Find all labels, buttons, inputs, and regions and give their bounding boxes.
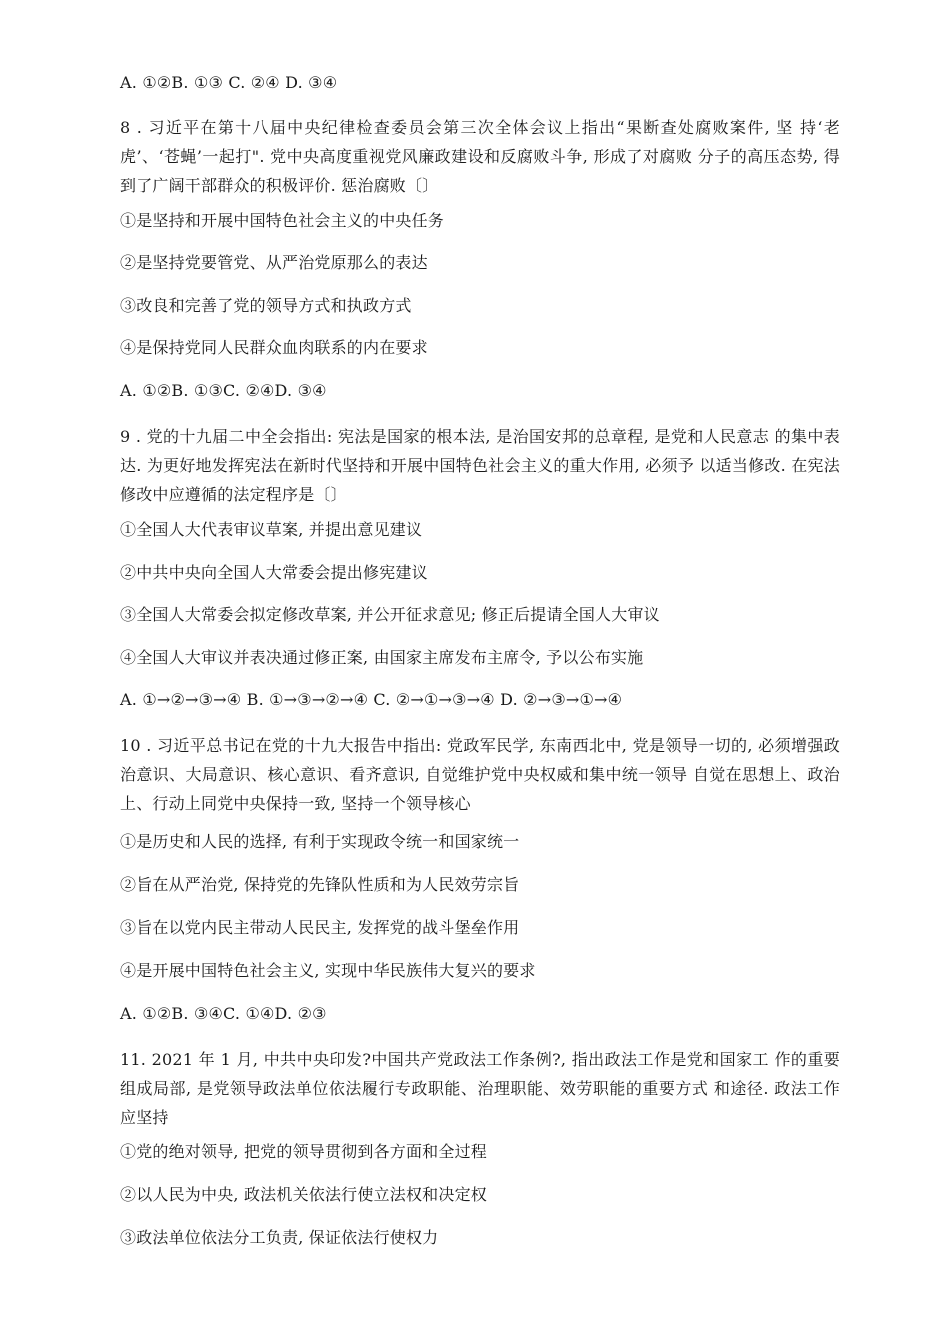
q8-option-4: ④是保持党同人民群众血肉联系的内在要求 — [120, 338, 428, 357]
q10-stem: 10 . 习近平总书记在党的十九大报告中指出: 党政军民学, 东南西北中, 党是领导一切的, 必须增强政治意识、大局意识、核心意识、看齐意识, 自觉维护党中央权威和集中统一领导 自觉在思想上、政治上、行动上同党中央保持一致, 坚持一个领导核心 — [120, 736, 840, 813]
q8-option-2: ②是坚持党要管党、从严治党原那么的表达 — [120, 253, 428, 272]
q8-option-1: ①是坚持和开展中国特色社会主义的中央任务 — [120, 211, 445, 230]
q11-stem: 11. 2021 年 1 月, 中共中央印发?中国共产党政法工作条例?, 指出政法工作是党和国家工 作的重要组成局部, 是党领导政法单位依法履行专政职能、治理职能、效劳职能的重要方式 和途径. 政法工作应坚持 — [120, 1050, 840, 1127]
q9-option-3: ③全国人大常委会拟定修改草案, 并公开征求意见; 修正后提请全国人大审议 — [120, 605, 660, 624]
q10-option-4: ④是开展中国特色社会主义, 实现中华民族伟大复兴的要求 — [120, 961, 536, 980]
q11-option-1: ①党的绝对领导, 把党的领导贯彻到各方面和全过程 — [120, 1142, 487, 1161]
q10-answer-choices: A. ①②B. ③④C. ①④D. ②③ — [120, 1004, 327, 1023]
q9-option-4: ④全国人大审议并表决通过修正案, 由国家主席发布主席令, 予以公布实施 — [120, 648, 644, 667]
q9-option-1: ①全国人大代表审议草案, 并提出意见建议 — [120, 520, 423, 539]
q8-option-3: ③改良和完善了党的领导方式和执政方式 — [120, 296, 412, 315]
q8-answer-choices: A. ①②B. ①③C. ②④D. ③④ — [120, 381, 327, 400]
q10-option-3: ③旨在以党内民主带动人民民主, 发挥党的战斗堡垒作用 — [120, 918, 520, 937]
q11-option-3: ③政法单位依法分工负责, 保证依法行使权力 — [120, 1228, 439, 1247]
q9-answer-choices: A. ①→②→③→④ B. ①→③→②→④ C. ②→①→③→④ D. ②→③→①→④ — [120, 690, 623, 709]
q10-option-1: ①是历史和人民的选择, 有利于实现政令统一和国家统一 — [120, 832, 520, 851]
q7-answer-choices: A. ①②B. ①③ C. ②④ D. ③④ — [120, 73, 338, 92]
q8-stem: 8 . 习近平在第十八届中央纪律检查委员会第三次全体会议上指出“果断查处腐败案件, 坚 持‘老虎’、‘苍蝇’一起打". 党中央高度重视党风廉政建设和反腐败斗争, 形成了对腐败 分子的高压态势, 得到了广阔干部群众的积极评价. 惩治腐败〔〕 — [120, 118, 840, 195]
q11-option-2: ②以人民为中央, 政法机关依法行使立法权和决定权 — [120, 1185, 487, 1204]
q10-option-2: ②旨在从严治党, 保持党的先锋队性质和为人民效劳宗旨 — [120, 875, 520, 894]
q9-stem: 9 . 党的十九届二中全会指出: 宪法是国家的根本法, 是治国安邦的总章程, 是党和人民意志 的集中表达. 为更好地发挥宪法在新时代坚持和开展中国特色社会主义的重大作用, 必须予 以适当修改. 在宪法修改中应遵循的法定程序是〔〕 — [120, 427, 840, 504]
q9-option-2: ②中共中央向全国人大常委会提出修宪建议 — [120, 563, 428, 582]
